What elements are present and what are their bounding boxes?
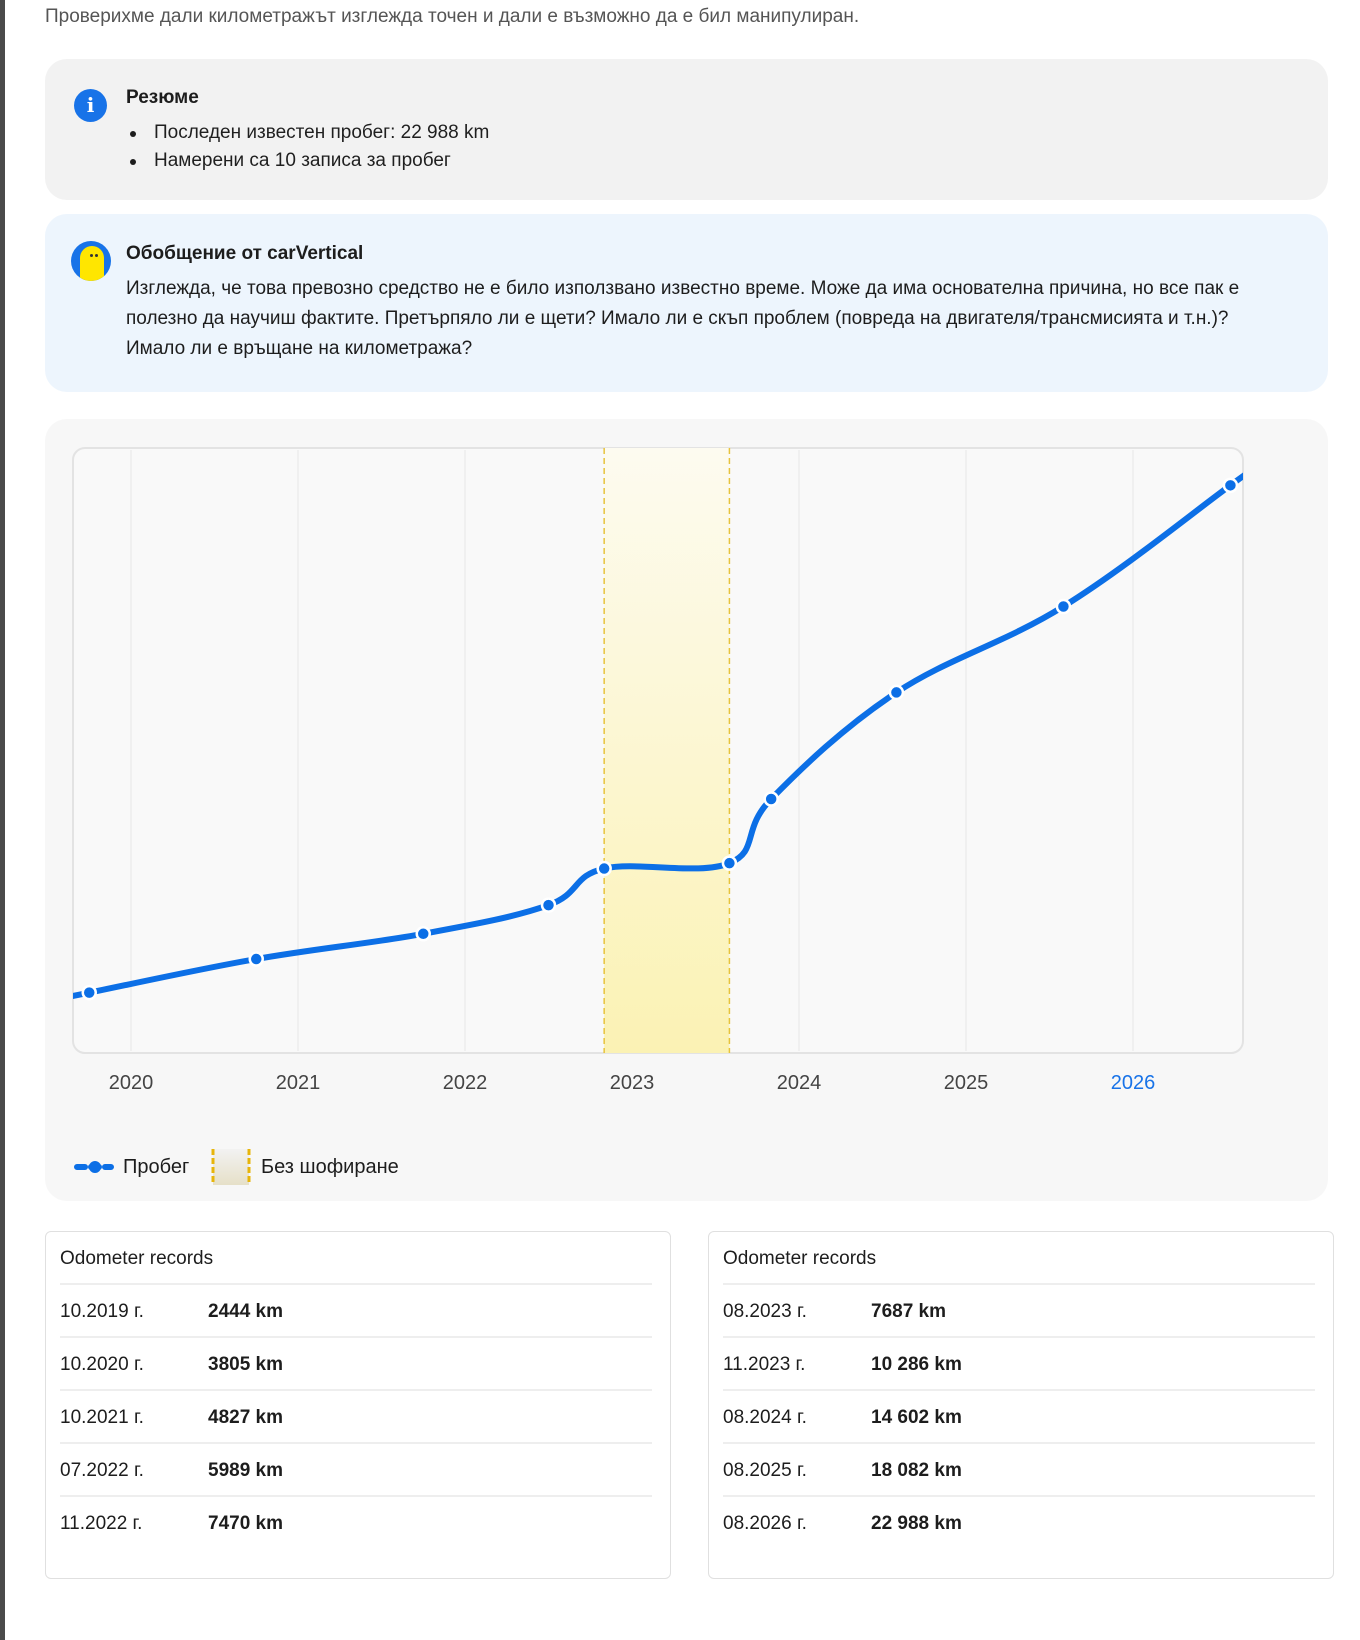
x-tick-label: 2021	[275, 1072, 321, 1094]
odometer-table-heading: Odometer records	[723, 1248, 877, 1269]
no-driving-legend-icon	[211, 1147, 255, 1187]
odometer-table-1	[45, 1231, 671, 1579]
summary-title: Резюме	[126, 87, 199, 108]
mileage-point	[890, 686, 903, 699]
summary-item-records-count: Намерени са 10 записа за пробег	[126, 147, 489, 175]
table-row	[60, 1495, 652, 1552]
record-date: 08.2024 г.	[723, 1407, 807, 1428]
table-row	[60, 1389, 652, 1446]
mileage-point	[1224, 479, 1237, 492]
ai-summary-text: Изглежда, че това превозно средство не е било използвано известно време. Може да има основателна причина, но все пак е полезно да научиш фактите. Претърпяло ли е щети? Имало ли е скъп проблем (повреда на двигателя/трансмисията и т.н.)? Имало ли е връщане на километража?	[126, 278, 1240, 359]
record-date: 11.2022 г.	[60, 1513, 143, 1534]
x-tick-label: 2025	[943, 1072, 989, 1094]
mileage-point	[250, 953, 263, 966]
table-row	[723, 1336, 1315, 1393]
summary-item-last-mileage: Последен известен пробег: 22 988 km	[126, 119, 489, 147]
mileage-legend-icon	[73, 1147, 117, 1187]
odometer-table-heading: Odometer records	[60, 1248, 214, 1269]
mileage-point	[417, 927, 430, 940]
table-row	[723, 1283, 1315, 1340]
x-tick-label: 2023	[609, 1072, 655, 1094]
record-date: 08.2026 г.	[723, 1513, 807, 1534]
table-row	[60, 1336, 652, 1393]
record-value: 22 988 km	[871, 1513, 962, 1534]
table-row	[723, 1442, 1315, 1499]
record-date: 08.2023 г.	[723, 1301, 807, 1322]
record-value: 5989 km	[208, 1460, 284, 1481]
record-value: 7687 km	[871, 1301, 947, 1322]
record-date: 10.2020 г.	[60, 1354, 144, 1375]
window-edge	[0, 0, 5, 1640]
mileage-chart-card	[45, 419, 1328, 1201]
record-date: 10.2019 г.	[60, 1301, 144, 1322]
x-tick-label: 2020	[108, 1072, 154, 1094]
mileage-point	[83, 986, 96, 999]
table-row	[723, 1389, 1315, 1446]
mileage-point	[1057, 600, 1070, 613]
mileage-point	[723, 857, 736, 870]
record-value: 10 286 km	[871, 1354, 962, 1375]
record-value: 4827 km	[208, 1407, 284, 1428]
legend-mileage-label: Пробег	[123, 1156, 190, 1178]
x-tick-label: 2022	[442, 1072, 488, 1094]
ai-summary-card	[45, 214, 1328, 392]
x-tick-label: 2024	[776, 1072, 822, 1094]
summary-card	[45, 59, 1328, 200]
record-value: 3805 km	[208, 1354, 284, 1375]
table-row	[60, 1283, 652, 1340]
carvertical-mascot-icon	[71, 241, 111, 281]
record-value: 14 602 km	[871, 1407, 962, 1428]
table-row	[723, 1495, 1315, 1552]
record-date: 07.2022 г.	[60, 1460, 144, 1481]
ai-summary-title: Обобщение от carVertical	[126, 243, 364, 264]
mileage-point	[598, 862, 611, 875]
record-value: 2444 km	[208, 1301, 284, 1322]
summary-list	[126, 119, 489, 175]
mileage-point	[542, 899, 555, 912]
record-value: 7470 km	[208, 1513, 284, 1534]
record-date: 10.2021 г.	[60, 1407, 144, 1428]
intro-text: Проверихме дали километражът изглежда точен и дали е възможно да е бил манипулиран.	[45, 6, 860, 27]
mileage-point	[765, 792, 778, 805]
table-row	[60, 1442, 652, 1499]
info-icon: i	[74, 89, 107, 122]
odometer-table-2	[708, 1231, 1334, 1579]
record-date: 08.2025 г.	[723, 1460, 807, 1481]
x-tick-label: 2026	[1110, 1072, 1156, 1094]
mileage-chart	[45, 419, 1328, 1119]
no-driving-band	[604, 448, 729, 1053]
record-value: 18 082 km	[871, 1460, 962, 1481]
legend-no-driving-label: Без шофиране	[261, 1156, 399, 1178]
record-date: 11.2023 г.	[723, 1354, 806, 1375]
